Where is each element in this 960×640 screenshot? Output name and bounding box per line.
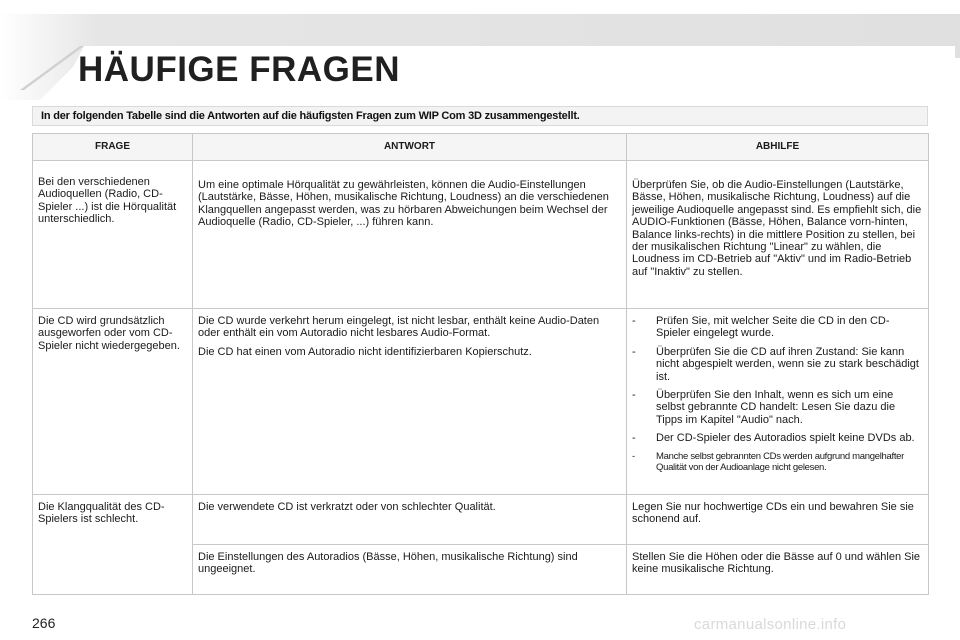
remedy-list (632, 315, 923, 473)
question-cell (33, 161, 193, 309)
question-cell (33, 309, 193, 495)
list-item: - Prüfen Sie, mit welcher Seite die CD in den CD-Spieler eingelegt wurde. (632, 315, 890, 340)
table-row (33, 161, 929, 309)
list-item: - Der CD-Spieler des Autoradios spielt keine DVDs ab. (632, 432, 915, 445)
answer-cell (193, 309, 627, 495)
table-row (33, 495, 929, 545)
table-row (33, 309, 929, 495)
remedy-text: Überprüfen Sie, ob die Audio-Einstellungen (Lautstärke, Bässe, Höhen, musikalische Richtung, Loudness) auf die jeweilige Audioquelle angepasst sind. Es empfiehlt sich, die AUDIO-Funktionen (Bässe, Höhen, Balance vorn-hinten, Balance links-rechts) in die mittlere Position zu stellen, bei der musikalischen Richtung "Linear" zu wählen, die Loudness im CD-Betrieb auf "Aktiv" und im Radio-Betrieb auf "Inaktiv" zu stellen. (632, 179, 922, 278)
remedy-text: Legen Sie nur hochwertige CDs ein und bewahren Sie sie schonend auf. (632, 501, 914, 526)
remedy-cell (627, 545, 929, 595)
remedy-cell (627, 161, 929, 309)
answer-text: Die CD wurde verkehrt herum eingelegt, ist nicht lesbar, enthält keine Audio-Daten oder enthält ein vom Autoradio nicht lesbares Audio-Format. (198, 315, 600, 340)
watermark: carmanualsonline.info (694, 616, 847, 633)
answer-text: Die CD hat einen vom Autoradio nicht identifizierbaren Kopierschutz. (198, 345, 532, 358)
question-text: Die CD wird grundsätzlich ausgeworfen oder vom CD-Spieler nicht wiedergegeben. (38, 315, 180, 352)
remedy-text: Stellen Sie die Höhen oder die Bässe auf 0 und wählen Sie keine musikalische Richtung. (632, 551, 921, 576)
table-header-row (33, 134, 929, 161)
answer-text: Um eine optimale Hörqualität zu gewährleisten, können die Audio-Einstellungen (Lautstärke, Bässe, Höhen, musikalische Richtung, Loudness) an die verschiedenen Klangquellen angepasst werden, was zu hörbaren Abweichungen beim Wechsel der Audioquelle (Radio, CD-Spieler, ...) führen kann. (198, 179, 609, 229)
faq-table (32, 133, 929, 595)
list-item: - Überprüfen Sie die CD auf ihren Zustand: Sie kann nicht abgespielt werden, wenn sie zu stark beschädigt ist. (632, 345, 919, 383)
answer-cell (193, 495, 627, 545)
page-title: HÄUFIGE FRAGEN (78, 50, 400, 89)
column-header-remedy: ABHILFE (627, 134, 929, 161)
remedy-cell (627, 309, 929, 495)
remedy-cell (627, 495, 929, 545)
question-cell (33, 495, 193, 595)
answer-cell (193, 545, 627, 595)
list-item: - Manche selbst gebrannten CDs werden aufgrund mangelhafter Qualität von der Audioanlage nicht gelesen. (632, 450, 905, 473)
question-text: Die Klangqualität des CD-Spielers ist schlecht. (38, 501, 165, 526)
question-text: Bei den verschiedenen Audioquellen (Radio, CD-Spieler ...) ist die Hörqualität unterschiedlich. (38, 176, 177, 226)
answer-text: Die Einstellungen des Autoradios (Bässe, Höhen, musikalische Richtung) sind ungeeignet. (198, 551, 578, 576)
list-item: - Überprüfen Sie den Inhalt, wenn es sich um eine selbst gebrannte CD handelt: Lesen Sie dazu die Tipps im Kapitel "Audio" nach. (632, 389, 896, 426)
answer-text: Die verwendete CD ist verkratzt oder von schlechter Qualität. (198, 501, 496, 513)
answer-cell (193, 161, 627, 309)
intro-text: In der folgenden Tabelle sind die Antworten auf die häufigsten Fragen zum WIP Com 3D zusammengestellt. (32, 106, 928, 126)
column-header-question: FRAGE (33, 134, 193, 161)
page-number: 266 (32, 615, 56, 631)
column-header-answer: ANTWORT (193, 134, 627, 161)
